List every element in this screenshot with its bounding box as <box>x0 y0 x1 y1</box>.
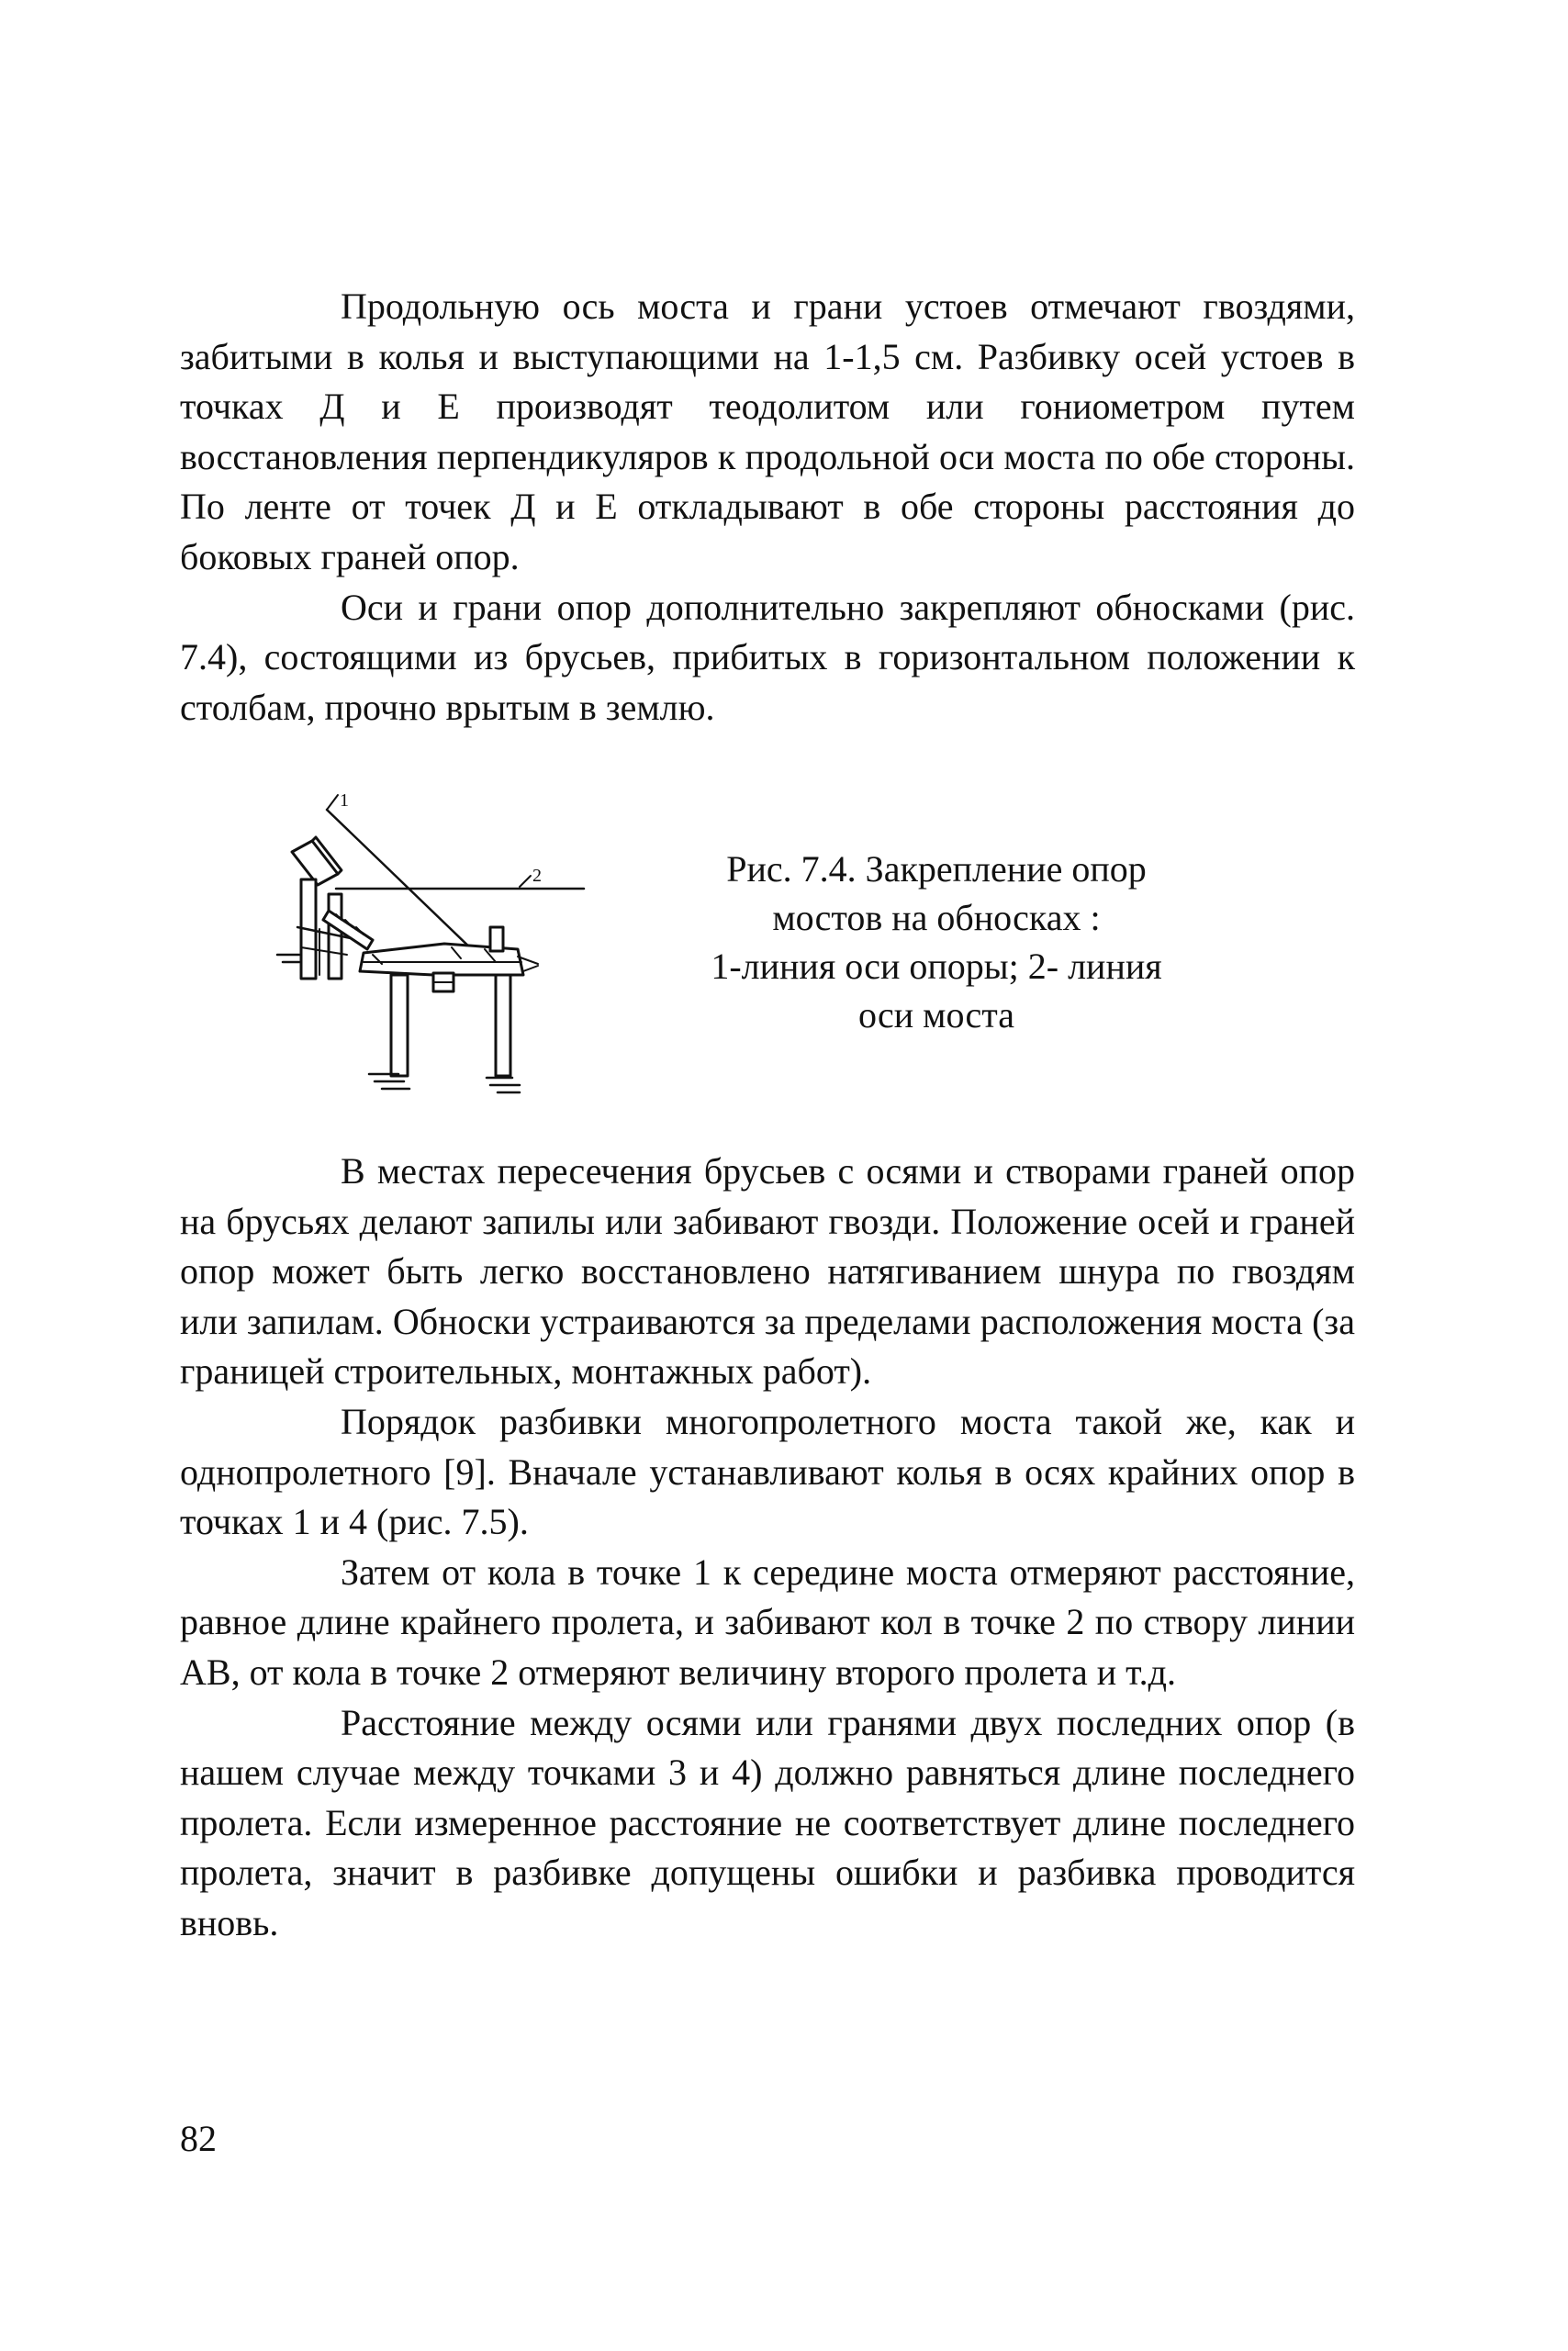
paragraph: Порядок разбивки многопролетного моста такой же, как и однопролетного [9]. Вначале устанавливают колья в осях крайних опор в точках 1 и 4 (рис. 7.5). <box>180 1400 1355 1543</box>
body-text-bottom <box>180 1147 1355 1949</box>
paragraph: Затем от кола в точке 1 к середине моста отмеряют расстояние, равное длине крайнего пролета, и забивают кол в точке 2 по створу линии АВ, от кола в точке 2 отмеряют величину второго пролета и т.д. <box>180 1551 1355 1693</box>
paragraph: Продольную ось моста и грани устоев отмечают гвоздями, забитыми в колья и выступающими на 1-1,5 см. Разбивку осей устоев в точках Д и Е производят теодолитом или гониометром путем восстановления перпендикуляров к продольной оси моста по обе стороны. По ленте от точек Д и Е откладывают в обе стороны расстояния до боковых граней опор. <box>180 285 1355 577</box>
caption-line: Рис. 7.4. Закрепление опор <box>726 848 1147 890</box>
figure-label-1: 1 <box>340 791 349 811</box>
page-number: 82 <box>180 2118 217 2159</box>
caption-line: 1-линия оси опоры; 2- линия <box>711 946 1162 987</box>
figure-7-4-drawing <box>272 791 593 1096</box>
paragraph: Оси и грани опор дополнительно закрепляют обносками (рис. 7.4), состоящими из брусьев, прибитых в горизонтальном положении к столбам, прочно врытым в землю. <box>180 586 1355 728</box>
caption-line: мостов на обносках : <box>772 897 1101 938</box>
body-text-top <box>180 282 1355 733</box>
figure-caption <box>661 845 1212 1039</box>
figure-label-2: 2 <box>532 866 542 886</box>
caption-line: оси моста <box>858 994 1014 1036</box>
paragraph: В местах пересечения брусьев с осями и створами граней опор на брусьях делают запилы или забивают гвозди. Положение осей и граней опор может быть легко восстановлено натягиванием шнура по гвоздям или запилам. Обноски устраиваются за пределами расположения моста (за границей строительных, монтажных работ). <box>180 1150 1355 1393</box>
paragraph: Расстояние между осями или гранями двух последних опор (в нашем случае между точками 3 и 4) должно равняться длине последнего пролета. Если измеренное расстояние не соответствует длине последнего пролета, значит в разбивке допущены ошибки и разбивка проводится вновь. <box>180 1701 1355 1943</box>
